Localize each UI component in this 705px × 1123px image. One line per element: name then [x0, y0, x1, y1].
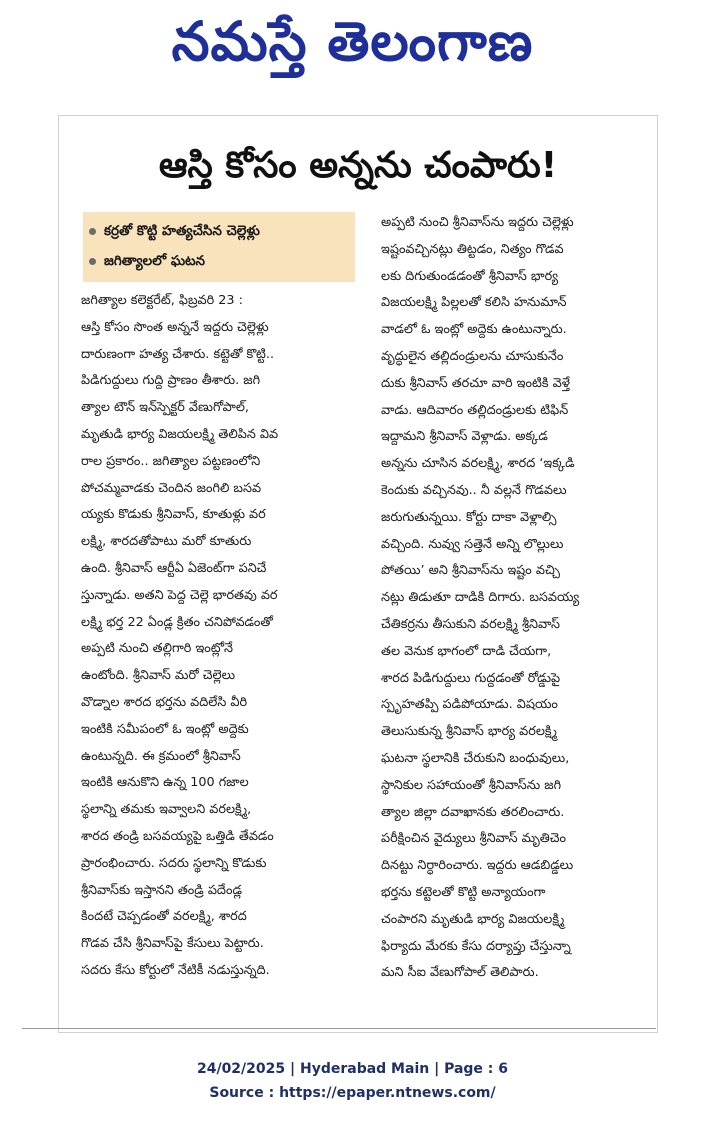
article-line: స్పృహతప్పి పడిపోయాడు. విషయం	[381, 697, 558, 713]
article-line: దినట్టు నిర్ధారించారు. ఇద్దరు ఆడబిడ్డలు	[381, 858, 574, 874]
article-line: వృద్ధులైన తల్లిదండ్రులను చూసుకునేం	[381, 348, 564, 364]
article-line: పిడిగుద్దులు గుద్ది ప్రాణం తీశారు. జగి	[81, 373, 261, 389]
highlight-item	[89, 246, 349, 276]
footer-divider	[22, 1028, 656, 1029]
bullet-icon	[89, 258, 96, 265]
article-line: కెందుకు వచ్చినవు.. నీ వల్లనే గొడవలు	[381, 482, 567, 498]
article-line: దుకు శ్రీనివాస్ తరచూ వారి ఇంటికి వెళ్తే	[381, 375, 570, 391]
article-line: చేతికర్రను తీసుకుని వరలక్ష్మి శ్రీనివాస్	[381, 616, 560, 632]
article-line: ఘటనా స్థలానికి చేరుకుని బంధువులు,	[381, 750, 570, 766]
highlight-item	[89, 216, 349, 246]
article-line: రాల ప్రకారం.. జగిత్యాల పట్టణంలోని	[81, 453, 261, 469]
article-line: లకు దిగుతుండడంతో శ్రీనివాస్ భార్య	[381, 268, 559, 284]
article-line: ఉంటోంది. శ్రీనివాస్ మరో చెల్లెలు	[81, 668, 236, 684]
article-line: త్యాల టౌన్ ఇన్‌స్పెక్టర్ వేణుగోపాల్,	[81, 400, 250, 416]
article-line: జగిత్యాల కలెక్టరేట్, ఫిబ్రవరి 23 :	[81, 293, 243, 308]
article-line: దారుణంగా హత్య చేశారు. కట్టెతో కొట్టి..	[81, 346, 275, 362]
article-line: కిందటే చెప్పడంతో వరలక్ష్మి, శారద	[81, 909, 247, 925]
article-line: అన్నను చూసిన వరలక్ష్మి, శారద ‘ఇక్కడి	[381, 456, 575, 472]
article-line: శ్రీనివాస్‌కు ఇస్తానని తండ్రి పదేండ్ల	[81, 882, 242, 898]
article-line: ఇష్టంవచ్చినట్లు తిట్టడం, నిత్యం గొడవ	[381, 241, 564, 257]
article-line: వచ్చింది. నువ్వు సత్తెనే అన్ని లొల్లులు	[381, 536, 564, 552]
article-line: లక్ష్మి, శారదతోపాటు మరో కూతురు	[81, 534, 252, 550]
article-line: నట్లు తిడుతూ దాడికి దిగారు. బసవయ్య	[381, 590, 580, 606]
article-line: శారద పిడిగుద్దులు గుద్దడంతో రోడ్డుపై	[381, 670, 561, 686]
article-clipping	[58, 115, 658, 1033]
article-line: వాడు. ఆదివారం తల్లిదండ్రులకు టిఫిన్	[381, 402, 569, 418]
article-line: జరుగుతున్నయి. కోర్టు దాకా వెళ్లాల్సి	[381, 509, 557, 525]
article-line: అప్పటి నుంచి శ్రీనివాస్‌ను ఇద్దరు చెల్లెళ్లు	[381, 215, 574, 230]
highlight-text: జగిత్యాలలో ఘటన	[104, 253, 206, 269]
article-line: భర్తను కట్టెలతో కొట్టి అన్యాయంగా	[381, 884, 546, 900]
bullet-icon	[89, 228, 96, 235]
article-line: మృతుడి భార్య విజయలక్ష్మి తెలిపిన వివ	[81, 426, 279, 442]
article-column-left	[81, 288, 361, 985]
article-line: చంపారని మృతుడి భార్య విజయలక్ష్మి	[381, 911, 565, 927]
article-line: ఇద్దామని శ్రీనివాస్ వెళ్లాడు. అక్కడ	[381, 429, 548, 445]
article-line: ప్రారంభించారు. సదరు స్థలాన్ని కొడుకు	[81, 855, 267, 871]
article-line: స్థానికుల సహాయంతో శ్రీనివాస్‌ను జగి	[381, 777, 562, 793]
article-column-right	[381, 210, 653, 987]
article-line: అప్పటి నుంచి తల్లిగారి ఇంట్లోనే	[81, 641, 234, 657]
edition-info: 24/02/2025 | Hyderabad Main | Page : 6	[196, 1061, 509, 1077]
article-line: లక్ష్మి భర్త 22 ఏండ్ల క్రితం చనిపోవడంతో	[81, 614, 273, 630]
article-line: గొడవ చేసి శ్రీనివాస్‌పై కేసులు పెట్టారు.	[81, 936, 264, 952]
article-line: ఉంటున్నది. ఈ క్రమంలో శ్రీనివాస్	[81, 748, 241, 764]
article-line: పోచమ్మవాడకు చెందిన జంగిలి బసవ	[81, 480, 262, 496]
article-line: పోతయి’ అని శ్రీనివాస్‌ను ఇష్టం వచ్చి	[381, 563, 560, 579]
article-line: తెలుసుకున్న శ్రీనివాస్ భార్య వరలక్ష్మి	[381, 724, 557, 740]
highlights-box	[83, 212, 355, 282]
article-line: శారద తండ్రి బసవయ్యపై ఒత్తిడి తేవడం	[81, 828, 274, 844]
article-line: ఉంది. శ్రీనివాస్ ఆర్టీఏ ఏజెంట్‌గా పనిచే	[81, 560, 267, 576]
article-line: వాడలో ఓ ఇంట్లో అద్దెకు ఉంటున్నారు.	[381, 322, 567, 338]
highlight-text: కర్రతో కొట్టి హత్యచేసిన చెల్లెళ్లు	[104, 223, 260, 239]
masthead-logo: నమస్తే తెలంగాణ	[171, 10, 534, 73]
article-line: సదరు కేసు కోర్టులో నేటికీ నడుస్తున్నది.	[81, 962, 270, 978]
article-line: ఇంటికి ఆనుకొని ఉన్న 100 గజాల	[81, 775, 249, 791]
source-link[interactable]: Source : https://epaper.ntnews.com/	[209, 1085, 496, 1101]
article-line: ఇంటికి సమీపంలో ఓ ఇంట్లో అద్దెకు	[81, 721, 249, 737]
article-line: స్తున్నాడు. అతని పెద్ద చెల్లె భారతవు వర	[81, 587, 278, 603]
article-line: య్యకు కొడుకు శ్రీనివాస్, కూతుళ్లు వర	[81, 507, 266, 523]
article-line: విజయలక్ష్మి పిల్లలతో కలిసి హనుమాన్	[381, 295, 567, 311]
article-line: పరీక్షించిన వైద్యులు శ్రీనివాస్ మృతిచెం	[381, 831, 567, 847]
article-headline: ఆస్తి కోసం అన్నను చంపారు!	[158, 145, 558, 186]
article-line: స్థలాన్ని తమకు ఇవ్వాలని వరలక్ష్మి,	[81, 802, 252, 818]
article-line: ఫిర్యాదు మేరకు కేసు దర్యాప్తు చేస్తున్నా	[381, 938, 571, 954]
article-line: తల వెనుక భాగంలో దాడి చేయగా,	[381, 643, 552, 659]
article-line: వొడ్నాల శారద భర్తను వదిలేసి వీరి	[81, 694, 248, 710]
article-line: మని సీఐ వేణుగోపాల్ తెలిపారు.	[381, 965, 539, 981]
article-line: ఆస్తి కోసం సొంత అన్ననే ఇద్దరు చెల్లెళ్లు	[81, 319, 269, 335]
article-line: త్యాల జిల్లా దవాఖానకు తరలించారు.	[381, 804, 565, 820]
